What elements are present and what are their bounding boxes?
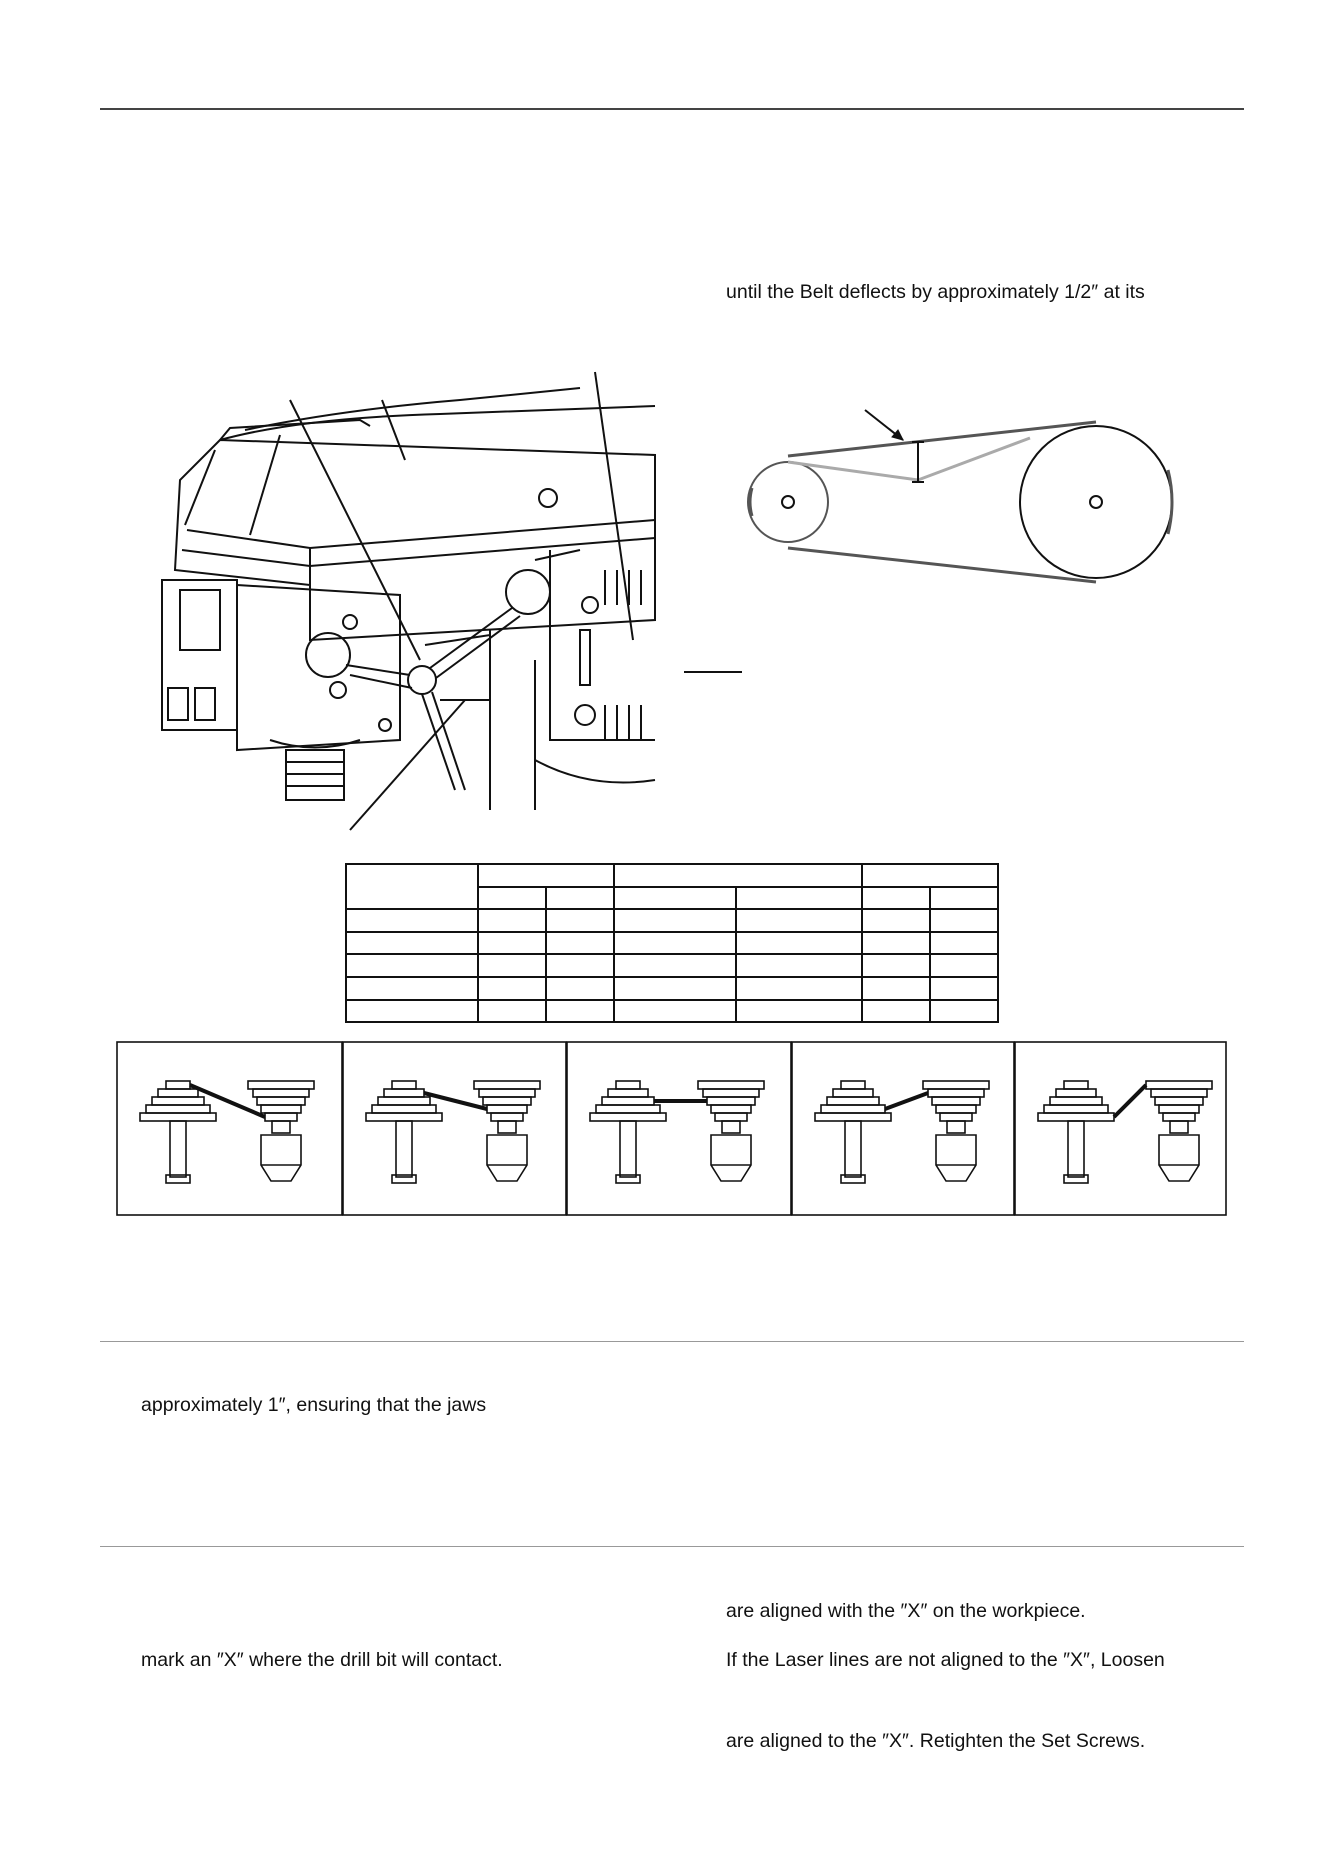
pulley-cell-frame: [792, 1042, 1014, 1215]
spindle-step: [841, 1081, 865, 1089]
laser-not-aligned-text: If the Laser lines are not aligned to the ″X″, Loosen: [726, 1649, 1165, 1671]
motor-collar: [1170, 1121, 1188, 1133]
spindle-step: [608, 1089, 648, 1097]
pulley-cell: [567, 1042, 791, 1215]
spindle-step: [827, 1097, 879, 1105]
chuck-jaws-text: approximately 1″, ensuring that the jaws: [141, 1394, 487, 1416]
top-rule: [100, 108, 1244, 110]
belt-line: [885, 1093, 928, 1109]
drill-press-head-illustration: [160, 370, 660, 810]
spindle-shaft: [845, 1121, 861, 1177]
spindle-step: [815, 1113, 891, 1121]
pulley-position-diagram: [116, 1041, 1228, 1217]
spindle-shaft: [170, 1121, 186, 1177]
pulley-cell-frame: [567, 1042, 791, 1215]
spindle-step: [1064, 1081, 1088, 1089]
spindle-shaft: [620, 1121, 636, 1177]
motor-step: [1159, 1105, 1199, 1113]
belt-deflection-diagram: [740, 410, 1200, 600]
motor-step: [474, 1081, 540, 1089]
spindle-step: [596, 1105, 660, 1113]
spindle-step: [378, 1097, 430, 1105]
spindle-step: [590, 1113, 666, 1121]
spindle-step: [602, 1097, 654, 1105]
spindle-step: [372, 1105, 436, 1113]
spindle-step: [152, 1097, 204, 1105]
spindle-step: [616, 1081, 640, 1089]
spindle-step: [833, 1089, 873, 1097]
motor-step: [936, 1105, 976, 1113]
motor-step: [928, 1089, 984, 1097]
motor-collar: [498, 1121, 516, 1133]
motor-body: [261, 1135, 301, 1181]
motor-collar: [272, 1121, 290, 1133]
spindle-step: [821, 1105, 885, 1113]
motor-step: [265, 1113, 297, 1121]
belt-line: [1114, 1085, 1146, 1117]
spindle-step: [1050, 1097, 1102, 1105]
motor-step: [703, 1089, 759, 1097]
spindle-step: [1038, 1113, 1114, 1121]
section-divider-2: [100, 1546, 1244, 1547]
motor-step: [483, 1097, 531, 1105]
pulley-cell: [117, 1042, 342, 1215]
motor-step: [1155, 1097, 1203, 1105]
spindle-step: [158, 1089, 198, 1097]
motor-step: [940, 1113, 972, 1121]
speed-table: [344, 862, 1000, 1024]
pulley-cell-frame: [117, 1042, 342, 1215]
pulley-cell-frame: [1015, 1042, 1226, 1215]
motor-step: [1151, 1089, 1207, 1097]
motor-body: [487, 1135, 527, 1181]
motor-step: [711, 1105, 751, 1113]
motor-step: [479, 1089, 535, 1097]
motor-step: [715, 1113, 747, 1121]
motor-body: [936, 1135, 976, 1181]
motor-step: [253, 1089, 309, 1097]
motor-step: [491, 1113, 523, 1121]
motor-step: [923, 1081, 989, 1089]
spindle-step: [392, 1081, 416, 1089]
pulley-cell-frame: [343, 1042, 566, 1215]
spindle-step: [1044, 1105, 1108, 1113]
underline-mark: [684, 670, 744, 674]
motor-step: [1163, 1113, 1195, 1121]
spindle-step: [140, 1113, 216, 1121]
motor-step: [487, 1105, 527, 1113]
motor-step: [932, 1097, 980, 1105]
pulley-cell: [343, 1042, 566, 1215]
motor-collar: [722, 1121, 740, 1133]
spindle-shaft: [1068, 1121, 1084, 1177]
motor-step: [707, 1097, 755, 1105]
spindle-step: [384, 1089, 424, 1097]
belt-line: [424, 1093, 487, 1109]
pulley-cell: [1015, 1042, 1226, 1215]
motor-step: [1146, 1081, 1212, 1089]
motor-step: [248, 1081, 314, 1089]
motor-body: [711, 1135, 751, 1181]
motor-step: [257, 1097, 305, 1105]
spindle-step: [366, 1113, 442, 1121]
spindle-step: [146, 1105, 210, 1113]
belt-tension-text: until the Belt deflects by approximately 1/2″ at its: [726, 281, 1145, 303]
retighten-text: are aligned to the ″X″. Retighten the Set Screws.: [726, 1730, 1146, 1752]
pulley-cell: [792, 1042, 1014, 1215]
motor-collar: [947, 1121, 965, 1133]
motor-step: [261, 1105, 301, 1113]
spindle-step: [166, 1081, 190, 1089]
spindle-step: [1056, 1089, 1096, 1097]
motor-body: [1159, 1135, 1199, 1181]
motor-step: [698, 1081, 764, 1089]
section-divider-1: [100, 1341, 1244, 1342]
laser-aligned-text: are aligned with the ″X″ on the workpiece.: [726, 1600, 1086, 1622]
spindle-shaft: [396, 1121, 412, 1177]
mark-x-text: mark an ″X″ where the drill bit will contact.: [141, 1649, 503, 1671]
